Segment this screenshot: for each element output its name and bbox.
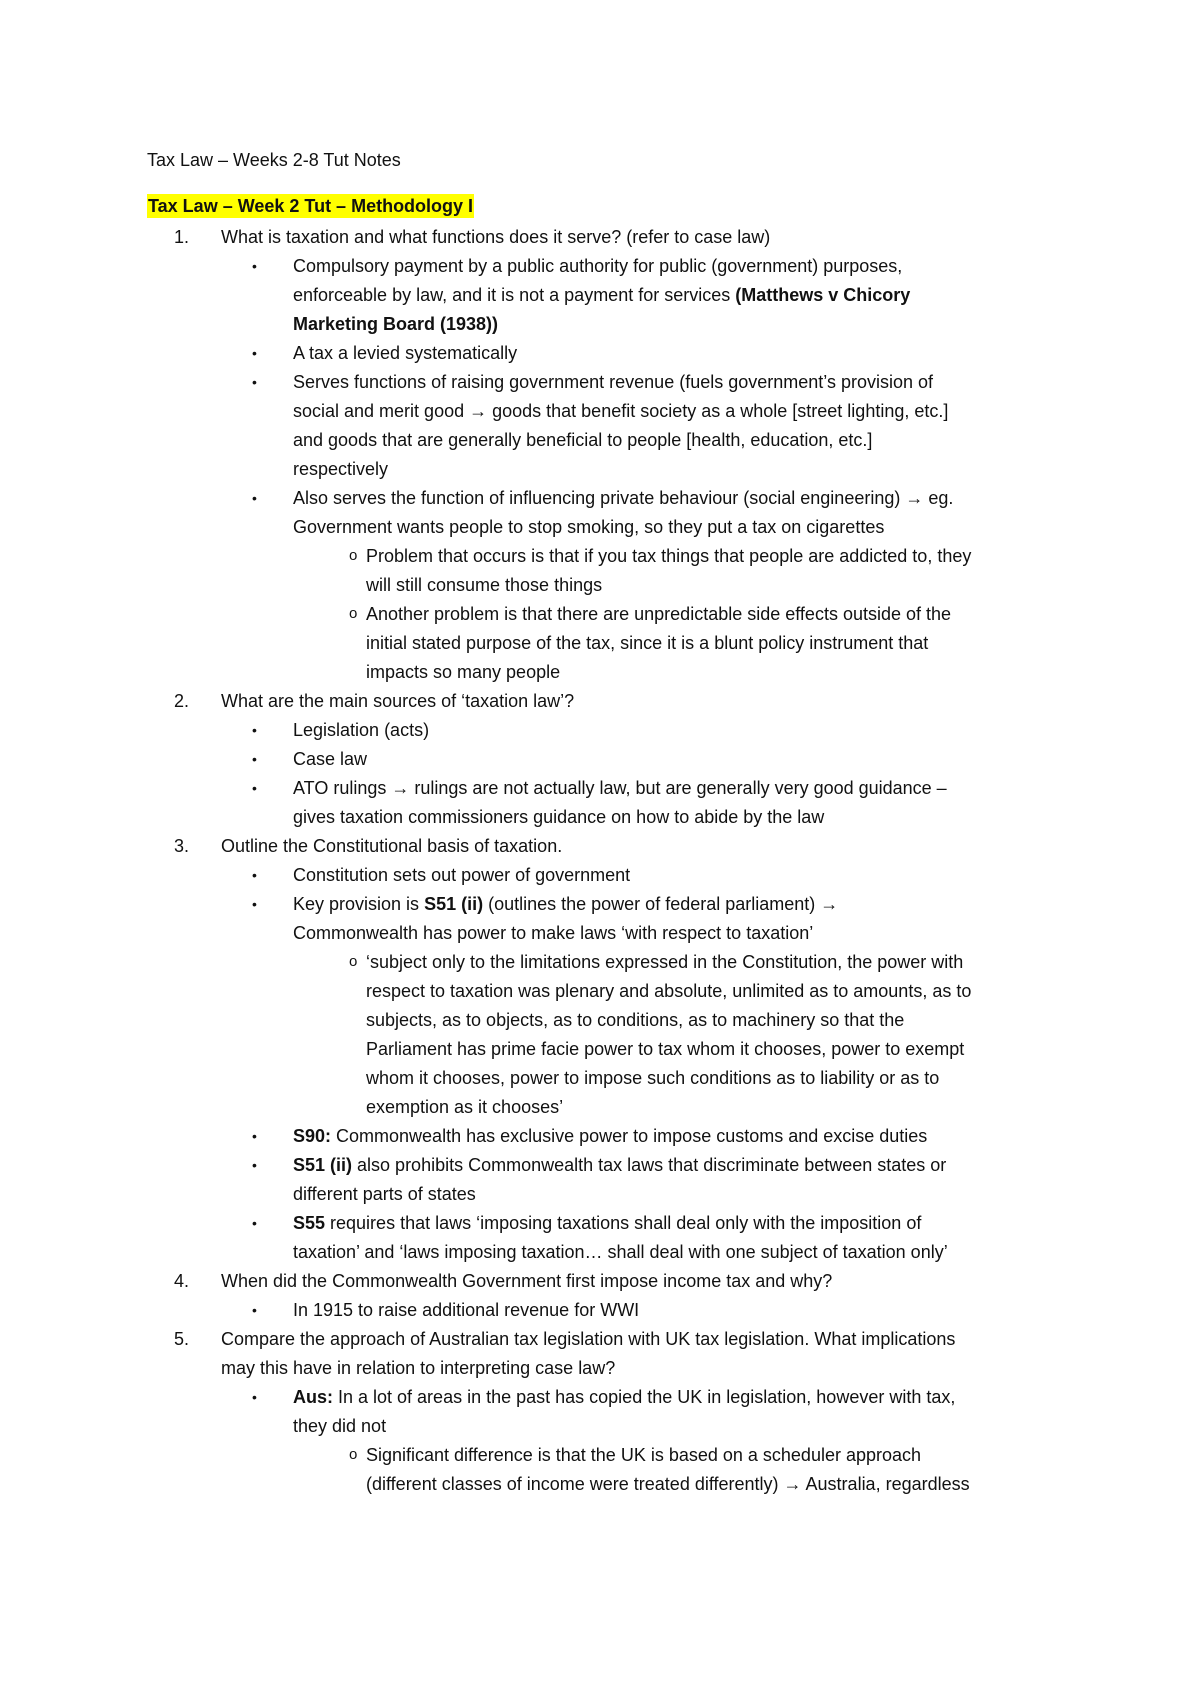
bullet-line: Also serves the function of influencing private behaviour (social engineering) → eg. bbox=[293, 488, 954, 508]
bullet-line: they did not bbox=[293, 1416, 387, 1436]
sub-bullet-marker: o bbox=[349, 547, 358, 564]
bullet-line: Government wants people to stop smoking, so they put a tax on cigarettes bbox=[293, 517, 885, 537]
sub-bullet-marker: o bbox=[349, 605, 358, 622]
bullet-line: Key provision is S51 (ii) (outlines the power of federal parliament) → bbox=[293, 894, 839, 914]
bullet-line: Commonwealth has power to make laws ‘with respect to taxation’ bbox=[293, 923, 814, 943]
bullet-line: enforceable by law, and it is not a payment for services (Matthews v Chicory bbox=[293, 285, 911, 305]
sub-bullet-line: will still consume those things bbox=[366, 575, 603, 595]
bullet-line: respectively bbox=[293, 459, 389, 479]
section-reference: S51 (ii) bbox=[293, 1155, 353, 1175]
sub-bullet-line: subjects, as to objects, as to conditions, as to machinery so that the bbox=[366, 1010, 905, 1030]
sub-bullet-line: (different classes of income were treated differently) → Australia, regardless bbox=[366, 1474, 970, 1494]
bullet-line: Case law bbox=[293, 749, 368, 769]
bullet-line: A tax a levied systematically bbox=[293, 343, 518, 363]
bullet-line: and goods that are generally beneficial to people [health, education, etc.] bbox=[293, 430, 873, 450]
bullet-line: taxation’ and ‘laws imposing taxation… shall deal with one subject of taxation only’ bbox=[293, 1242, 948, 1262]
bullet-marker: • bbox=[252, 867, 257, 883]
question-text: Outline the Constitutional basis of taxation. bbox=[221, 836, 563, 856]
bullet-marker: • bbox=[252, 1389, 257, 1405]
sub-bullet-line: Another problem is that there are unpredictable side effects outside of the bbox=[366, 604, 952, 624]
bullet-line: S55 requires that laws ‘imposing taxations shall deal only with the imposition of bbox=[293, 1213, 922, 1233]
sub-bullet-line: whom it chooses, power to impose such conditions as to liability or as to bbox=[366, 1068, 940, 1088]
section-reference: S51 (ii) bbox=[424, 894, 484, 914]
question-number: 5. bbox=[174, 1329, 190, 1349]
bullet-line: Legislation (acts) bbox=[293, 720, 430, 740]
question-text: may this have in relation to interpreting case law? bbox=[221, 1358, 616, 1378]
sub-bullet-line: ‘subject only to the limitations expressed in the Constitution, the power with bbox=[366, 952, 964, 972]
bullet-line: Aus: In a lot of areas in the past has copied the UK in legislation, however with tax, bbox=[293, 1387, 956, 1407]
sub-bullet-marker: o bbox=[349, 953, 358, 970]
question-number: 2. bbox=[174, 691, 190, 711]
jurisdiction-label: Aus: bbox=[293, 1387, 333, 1407]
question-text: Compare the approach of Australian tax legislation with UK tax legislation. What implications bbox=[221, 1329, 956, 1349]
section-reference: S55 bbox=[293, 1213, 326, 1233]
question-number: 1. bbox=[174, 227, 190, 247]
sub-bullet-line: initial stated purpose of the tax, since it is a blunt policy instrument that bbox=[366, 633, 929, 653]
week-heading-highlighted: Tax Law – Week 2 Tut – Methodology I bbox=[148, 196, 474, 216]
sub-bullet-line: Problem that occurs is that if you tax things that people are addicted to, they bbox=[366, 546, 972, 566]
sub-bullet-line: exemption as it chooses’ bbox=[366, 1097, 564, 1117]
bullet-marker: • bbox=[252, 1128, 257, 1144]
question-text: What are the main sources of ‘taxation law’? bbox=[221, 691, 575, 711]
question-number: 4. bbox=[174, 1271, 190, 1291]
bullet-marker: • bbox=[252, 896, 257, 912]
bullet-marker: • bbox=[252, 258, 257, 274]
question-number: 3. bbox=[174, 836, 190, 856]
bullet-line: gives taxation commissioners guidance on how to abide by the law bbox=[293, 807, 825, 827]
section-reference: S90: bbox=[293, 1126, 332, 1146]
bullet-marker: • bbox=[252, 1215, 257, 1231]
question-text: What is taxation and what functions does it serve? (refer to case law) bbox=[221, 227, 771, 247]
bullet-line: Serves functions of raising government revenue (fuels government’s provision of bbox=[293, 372, 934, 392]
bullet-line bbox=[293, 312, 498, 336]
bullet-line: S51 (ii) also prohibits Commonwealth tax laws that discriminate between states or bbox=[293, 1155, 947, 1175]
bullet-marker: • bbox=[252, 490, 257, 506]
bullet-line: In 1915 to raise additional revenue for WWI bbox=[293, 1300, 640, 1320]
sub-bullet-line: respect to taxation was plenary and absolute, unlimited as to amounts, as to bbox=[366, 981, 972, 1001]
bullet-marker: • bbox=[252, 722, 257, 738]
bullet-marker: • bbox=[252, 1302, 257, 1318]
sub-bullet-line: Parliament has prime facie power to tax whom it chooses, power to exempt bbox=[366, 1039, 965, 1059]
bullet-marker: • bbox=[252, 345, 257, 361]
sub-bullet-marker: o bbox=[349, 1446, 358, 1463]
bullet-line: Constitution sets out power of government bbox=[293, 865, 631, 885]
bullet-line: different parts of states bbox=[293, 1184, 476, 1204]
bullet-marker: • bbox=[252, 1157, 257, 1173]
bullet-line: social and merit good → goods that benefit society as a whole [street lighting, etc.] bbox=[293, 401, 949, 421]
sub-bullet-line: impacts so many people bbox=[366, 662, 561, 682]
sub-bullet-line: Significant difference is that the UK is based on a scheduler approach bbox=[366, 1445, 922, 1465]
case-citation: (Matthews v Chicory bbox=[735, 285, 911, 305]
bullet-line: ATO rulings → rulings are not actually law, but are generally very good guidance – bbox=[293, 778, 947, 798]
bullet-marker: • bbox=[252, 374, 257, 390]
document-title: Tax Law – Weeks 2-8 Tut Notes bbox=[147, 150, 401, 170]
bullet-line: S90: Commonwealth has exclusive power to impose customs and excise duties bbox=[293, 1126, 928, 1146]
question-text: When did the Commonwealth Government first impose income tax and why? bbox=[221, 1271, 833, 1291]
bullet-marker: • bbox=[252, 780, 257, 796]
bullet-marker: • bbox=[252, 751, 257, 767]
bullet-line: Compulsory payment by a public authority for public (government) purposes, bbox=[293, 256, 903, 276]
case-citation: Marketing Board (1938)) bbox=[293, 314, 499, 334]
